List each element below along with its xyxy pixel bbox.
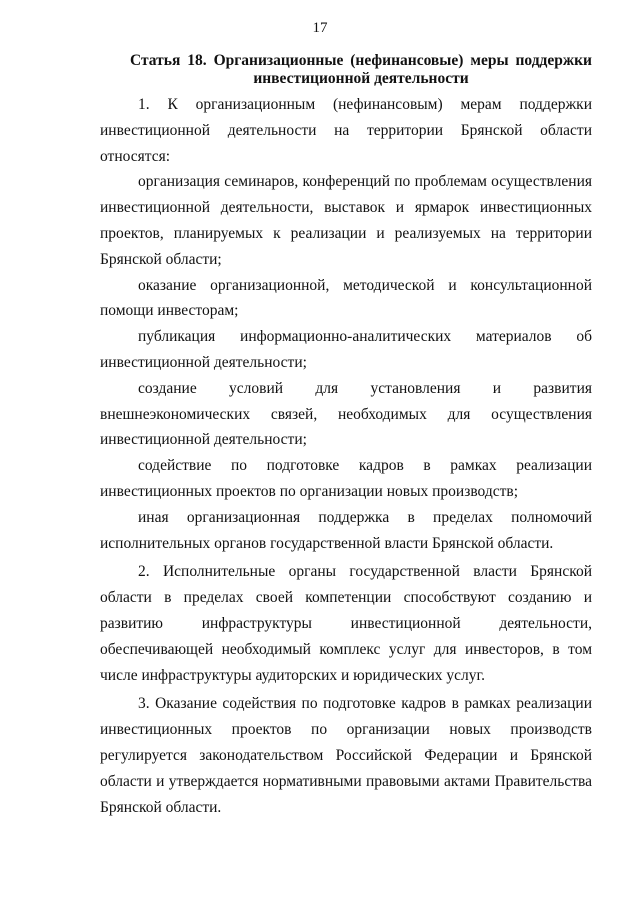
paragraph-3: 3. Оказание содействия по подготовке кадров в рамках реализации инвестиционных проектов по организации новых производств регулируется законодательством Российской Федерации и Брянской области и утверждается нормативными правовыми актами Правительства Брянской области. [100, 695, 592, 816]
article-title-line-2: инвестиционной деятельности [253, 70, 469, 87]
paragraph-2: 2. Исполнительные органы государственной власти Брянской области в пределах своей компетенции способствуют созданию и развитию инфраструктуры инвестиционной деятельности, обеспечивающей необходимый комплекс услуг для инвесторов, в том числе инфраструктуры аудиторских и юридических услуг. [100, 563, 592, 684]
paragraph-item-publication: публикация информационно-аналитических материалов об инвестиционной деятельности; [100, 328, 592, 371]
paragraph-item-seminars: организация семинаров, конференций по проблемам осуществления инвестиционной деятельности, выставок и ярмарок инвестиционных проектов, планируемых к реализации и реализуемых на территории Брянской области; [100, 173, 592, 268]
paragraph-item-training: содействие по подготовке кадров в рамках реализации инвестиционных проектов по организации новых производств; [100, 457, 592, 500]
paragraph-item-foreign-relations: создание условий для установления и развития внешнеэкономических связей, необходимых для осуществления инвестиционной деятельности; [100, 379, 592, 449]
paragraph-1: 1. К организационным (нефинансовым) мерам поддержки инвестиционной деятельности на территории Брянской области относятся: [100, 96, 592, 165]
article-title [130, 52, 592, 88]
article-body [100, 92, 592, 820]
paragraph-item-assistance: оказание организационной, методической и консультационной помощи инвесторам; [100, 276, 592, 320]
page-number: 17 [312, 20, 328, 36]
article-title-line-1: Статья 18. Организационные (нефинансовые) меры поддержки [130, 52, 592, 69]
paragraph-item-other-support: иная организационная поддержка в пределах полномочий исполнительных органов государственной власти Брянской области. [100, 508, 592, 552]
